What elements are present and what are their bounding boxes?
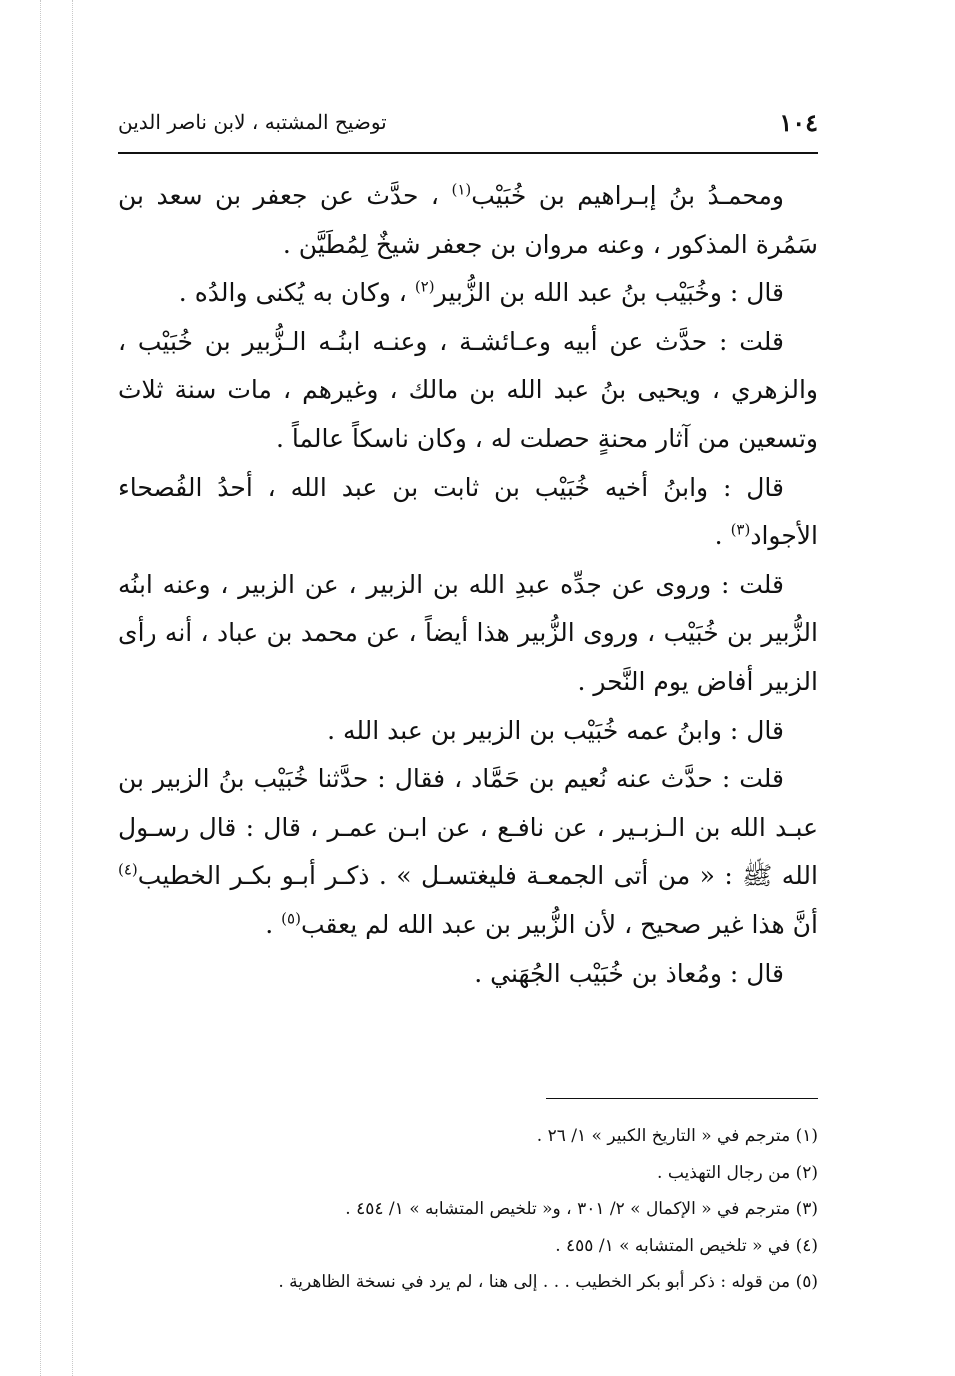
- footnote-4: (٤) في « تلخيص المتشابه » ١/ ٤٥٥ .: [555, 1235, 818, 1256]
- footnote-marker: (٥): [281, 909, 301, 928]
- text-run: .: [714, 521, 731, 551]
- text-run: قلت : وروى عن جدِّه عبدِ الله بن الزبير ، عن الزبير ، وعنه ابنُه الزُّبير بن خُبَيْب ، وروى الزُّبير هذا أيضاً ، عن محمد بن عباد ، أنه رأى الزبير أفاض يوم النَّحر .: [118, 569, 818, 696]
- footnote-2: (٢) من رجال التهذيب .: [657, 1162, 818, 1183]
- scan-artifact-line: [40, 0, 41, 1376]
- paragraph: [118, 707, 818, 756]
- text-run: قلت : حدَّث عنه نُعيم بن حَمَّاد ، فقال : حدَّثنا خُبَيْب بنُ الزبير بن عبـد الله بن الـزبـير ، عن نافـع ، عن ابـن عمـر ، قال : قال رسـول الله ﷺ : « من أتى الجمعـة فليغتسـل » . ذكـر أبـو بكـر الخطيب: [118, 764, 818, 891]
- main-text: [118, 172, 818, 998]
- text-run: قال : ومُعاذ بن خُبَيْب الجُهَني .: [474, 958, 784, 988]
- paragraph: [118, 318, 818, 464]
- footnote-separator: [546, 1098, 818, 1099]
- paragraph: [118, 464, 818, 561]
- text-run: أنَّ هذا غير صحيح ، لأن الزُّبير بن عبد الله لم يعقب: [300, 909, 818, 939]
- footnote-marker: (٣): [730, 520, 751, 539]
- text-run: ، حدَّث عن جعفر بن سعد بن سَمُرة المذكور ، وعنه مروان بن جعفر شيخٌ لِمُطَيَّن .: [118, 181, 818, 259]
- header-rule: [118, 152, 818, 154]
- text-run: قال : وابنُ عمه خُبَيْب بن الزبير بن عبد الله .: [327, 715, 784, 745]
- text-run: قال : وخُبَيْب بنُ عبد الله بن الزُّبير: [434, 278, 784, 308]
- footnote-3: (٣) مترجم في « الإكمال » ٢/ ٣٠١ ، و« تلخيص المتشابه » ١/ ٤٥٤ .: [345, 1199, 818, 1219]
- footnote-1: (١) مترجم في « التاريخ الكبير » ١/ ٢٦ .: [536, 1126, 818, 1146]
- paragraph: [118, 172, 818, 269]
- footnotes: [118, 1118, 818, 1301]
- scan-artifact-line: [72, 0, 73, 1376]
- text-run: ، وكان به يُكنى والدُه .: [178, 278, 415, 308]
- text-run: قال : وابنُ أخيه خُبَيْب بن ثابت بن عبد الله ، أحدُ الفُصحاء الأجواد: [118, 472, 818, 551]
- footnote-marker: (٤): [118, 860, 138, 879]
- text-run: قلت : حدَّث عن أبيه وعـائشـة ، وعنـه ابنُـه الـزُّبير بن خُبَيْب ، والزهري ، ويحيى بنُ عبد الله بن مالك ، وغيرهم ، مات سنة ثلاث وتسعين من آثار محنةٍ حصلت له ، وكان ناسكاً عالماً .: [118, 326, 818, 453]
- running-title: توضيح المشتبه ، لابن ناصر الدين: [118, 110, 387, 134]
- text-run: ومحمـدُ بنُ إبـراهيم بن خُبَيْب: [471, 181, 784, 210]
- text-run: .: [265, 909, 282, 939]
- paragraph: [118, 950, 818, 999]
- paragraph: [118, 561, 818, 707]
- paragraph: [118, 755, 818, 949]
- page-header: [118, 108, 818, 148]
- paragraph: [118, 269, 818, 318]
- footnote-marker: (٢): [414, 277, 435, 296]
- footnote-5: (٥) من قوله : ذكر أبو بكر الخطيب . . . إلى هنا ، لم يرد في نسخة الظاهرية .: [278, 1272, 818, 1292]
- footnote-marker: (١): [451, 180, 472, 199]
- page-number: ١٠٤: [779, 108, 818, 137]
